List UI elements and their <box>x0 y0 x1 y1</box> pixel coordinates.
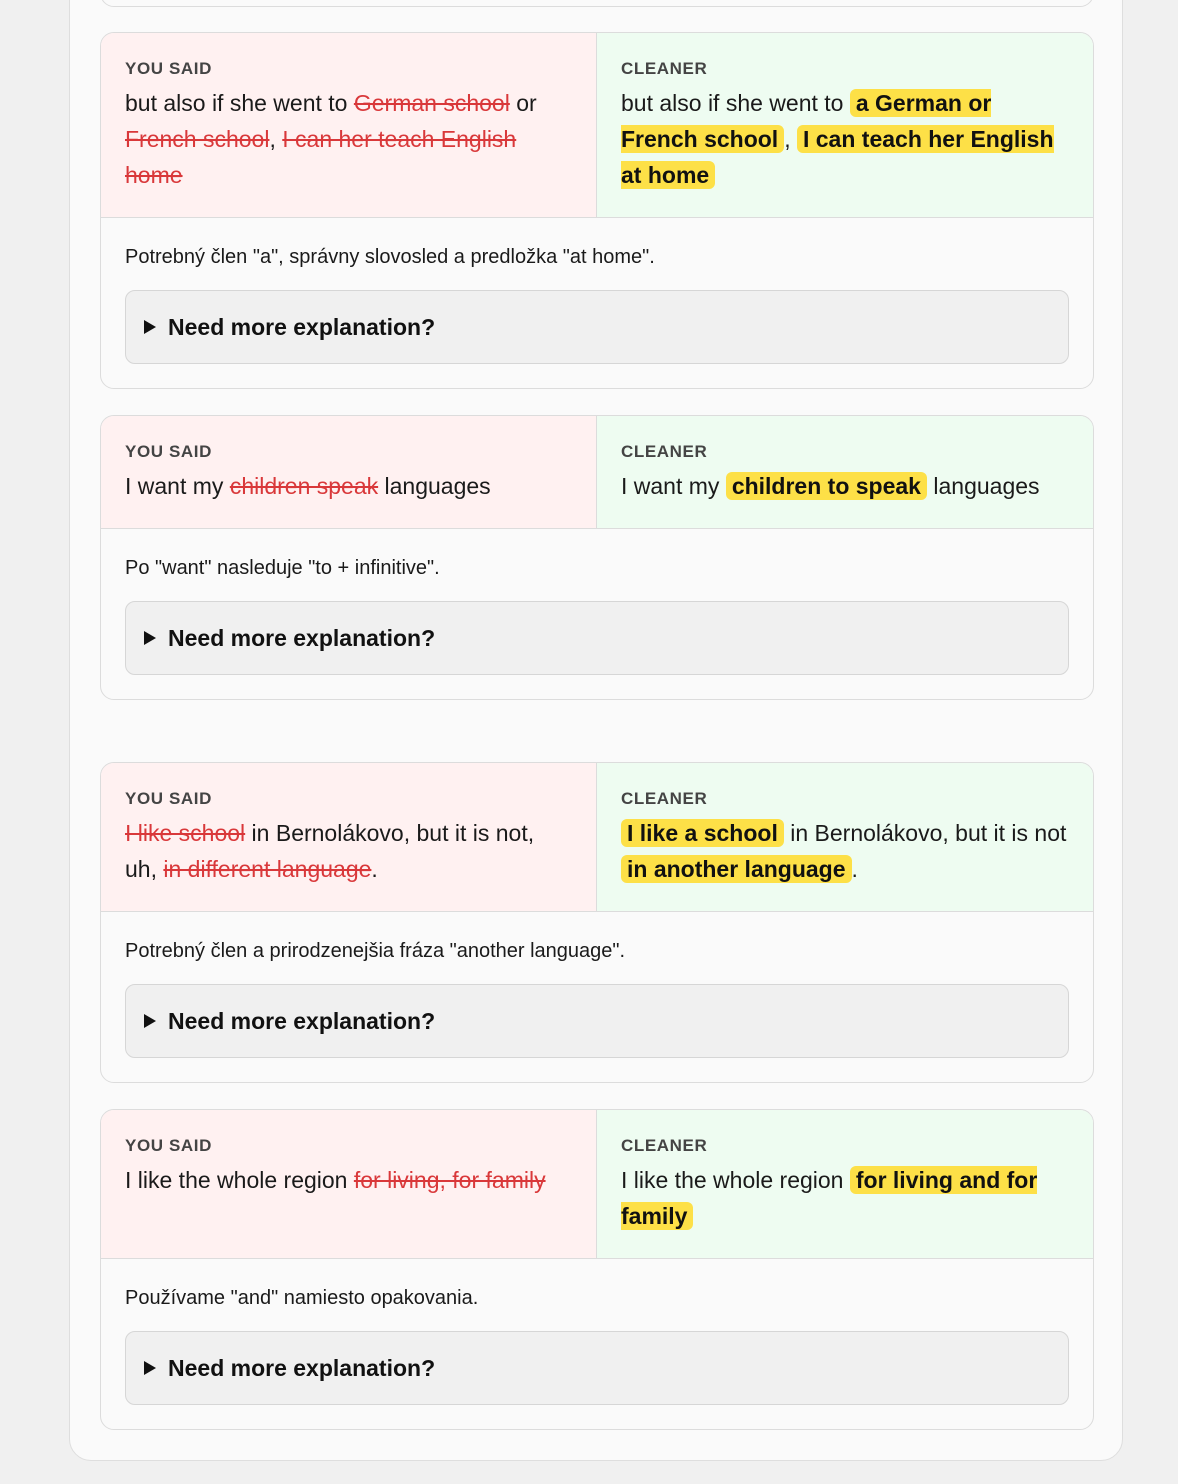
you-said-text <box>125 85 572 193</box>
text-segment: , <box>784 126 797 152</box>
cleaner-column <box>597 763 1093 911</box>
correction-card <box>100 415 1094 700</box>
more-explanation-label: Need more explanation? <box>168 1007 436 1034</box>
text-segment: . <box>851 856 858 882</box>
cleaner-text <box>621 468 1069 504</box>
you-said-label: YOU SAID <box>125 1136 212 1155</box>
explanation-text: Potrebný člen a prirodzenejšia fráza "another language". <box>125 940 626 962</box>
more-explanation-toggle[interactable] <box>125 601 1069 675</box>
more-explanation-label: Need more explanation? <box>168 1354 436 1381</box>
you-said-column <box>101 1110 597 1258</box>
comparison-row <box>101 416 1093 529</box>
removed-phrase: children speak <box>229 473 379 499</box>
text-segment: . <box>371 856 378 882</box>
you-said-label: YOU SAID <box>125 789 212 808</box>
triangle-right-icon <box>144 1361 156 1375</box>
cleaner-text <box>621 1162 1069 1234</box>
you-said-text <box>125 1162 572 1198</box>
cleaner-text <box>621 85 1069 193</box>
text-segment: languages <box>378 473 491 499</box>
removed-phrase: French school <box>125 126 270 152</box>
comparison-row <box>101 1110 1093 1259</box>
text-segment: in Bernolákovo, but it is not <box>783 820 1067 846</box>
removed-phrase: I can her teach English home <box>125 126 517 188</box>
text-segment: I want my <box>125 473 230 499</box>
more-explanation-toggle[interactable] <box>125 290 1069 364</box>
more-explanation-toggle[interactable] <box>125 1331 1069 1405</box>
text-segment: , <box>269 126 283 152</box>
explanation-section <box>101 912 1093 1082</box>
text-segment: but also if she went to <box>125 90 354 116</box>
triangle-right-icon <box>144 320 156 334</box>
explanation-section <box>101 529 1093 699</box>
comparison-row <box>101 763 1093 912</box>
removed-phrase: German school <box>353 90 510 116</box>
explanation-section <box>101 218 1093 388</box>
corrected-phrase: I like a school <box>621 819 784 847</box>
text-segment: but also if she went to <box>621 90 850 116</box>
explanation-text: Po "want" nasleduje "to + infinitive". <box>125 557 440 579</box>
corrected-phrase: for living and for family <box>621 1167 1038 1229</box>
you-said-text <box>125 468 572 504</box>
cleaner-label: CLEANER <box>621 59 708 78</box>
you-said-column <box>101 763 597 911</box>
more-explanation-toggle[interactable] <box>125 984 1069 1058</box>
explanation-text: Potrebný člen "a", správny slovosled a predložka "at home". <box>125 246 655 268</box>
triangle-right-icon <box>144 631 156 645</box>
removed-phrase: in different language <box>163 856 372 882</box>
you-said-label: YOU SAID <box>125 59 212 78</box>
you-said-column <box>101 33 597 217</box>
corrected-phrase: children to speak <box>726 472 927 500</box>
corrected-phrase: I can teach her English at home <box>621 126 1054 188</box>
text-segment: I like the whole region <box>125 1167 354 1193</box>
corrected-phrase: in another language <box>621 855 852 883</box>
explanation-section <box>101 1259 1093 1429</box>
correction-card <box>100 1109 1094 1430</box>
you-said-column <box>101 416 597 528</box>
cleaner-label: CLEANER <box>621 1136 708 1155</box>
cleaner-label: CLEANER <box>621 442 708 461</box>
you-said-label: YOU SAID <box>125 442 212 461</box>
text-segment: I want my <box>621 473 726 499</box>
removed-phrase: I like school <box>125 820 246 846</box>
cleaner-column <box>597 416 1093 528</box>
cleaner-label: CLEANER <box>621 789 708 808</box>
previous-correction-card <box>100 0 1094 7</box>
corrected-phrase: a German or French school <box>621 90 992 152</box>
cleaner-text <box>621 815 1069 887</box>
explanation-text: Používame "and" namiesto opakovania. <box>125 1287 479 1309</box>
you-said-text <box>125 815 572 887</box>
removed-phrase: for living, for family <box>353 1167 546 1193</box>
triangle-right-icon <box>144 1014 156 1028</box>
comparison-row <box>101 33 1093 218</box>
text-segment: in Bernolákovo, but it is not, uh, <box>125 820 535 882</box>
more-explanation-label: Need more explanation? <box>168 313 436 340</box>
text-segment: languages <box>926 473 1040 499</box>
correction-card <box>100 32 1094 389</box>
more-explanation-label: Need more explanation? <box>168 624 436 651</box>
text-segment: I like the whole region <box>621 1167 850 1193</box>
cleaner-column <box>597 33 1093 217</box>
correction-card <box>100 762 1094 1083</box>
cleaner-column <box>597 1110 1093 1258</box>
text-segment: or <box>509 90 537 116</box>
